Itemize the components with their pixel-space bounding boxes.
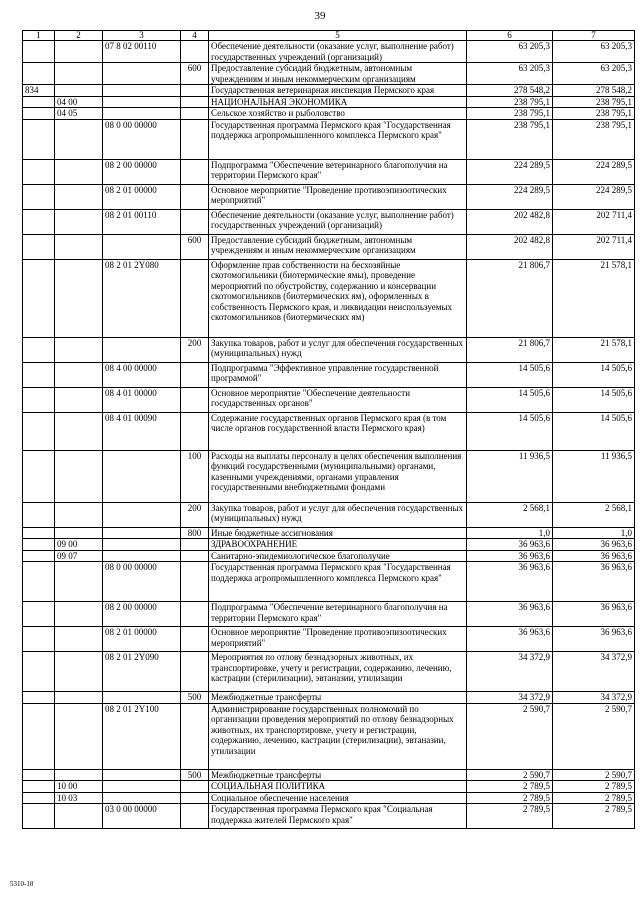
expense-type-code xyxy=(181,550,209,562)
amount-col-6: 238 795,1 xyxy=(467,96,553,108)
expense-type-code: 100 xyxy=(181,450,209,502)
amount-col-6: 36 963,6 xyxy=(467,562,553,602)
section-code xyxy=(55,627,103,652)
header-col-6: 6 xyxy=(467,31,553,41)
ministry-code xyxy=(23,781,55,793)
table-header-row xyxy=(23,31,635,41)
table-row xyxy=(23,412,635,450)
amount-col-6: 36 963,6 xyxy=(467,602,553,627)
expense-type-code xyxy=(181,412,209,450)
target-article-code: 08 4 00 00000 xyxy=(103,362,181,387)
row-description: Основное мероприятие "Проведение противоэпизоотических мероприятий" xyxy=(209,627,467,652)
table-row xyxy=(23,602,635,627)
section-code xyxy=(55,527,103,539)
amount-col-6: 2 568,1 xyxy=(467,502,553,527)
target-article-code: 08 2 01 2Y080 xyxy=(103,259,181,337)
section-code xyxy=(55,502,103,527)
ministry-code xyxy=(23,792,55,804)
amount-col-6: 238 795,1 xyxy=(467,108,553,120)
section-code: 10 00 xyxy=(55,781,103,793)
expense-type-code xyxy=(181,387,209,412)
row-description: Основное мероприятие "Обеспечение деятельности государственных органов" xyxy=(209,387,467,412)
expense-type-code xyxy=(181,362,209,387)
table-row xyxy=(23,781,635,793)
expense-type-code: 600 xyxy=(181,234,209,259)
expense-type-code: 600 xyxy=(181,63,209,85)
ministry-code xyxy=(23,450,55,502)
amount-col-6: 14 505,6 xyxy=(467,412,553,450)
target-article-code xyxy=(103,63,181,85)
target-article-code xyxy=(103,769,181,781)
expense-type-code: 800 xyxy=(181,527,209,539)
amount-col-6: 224 289,5 xyxy=(467,159,553,184)
row-description: Государственная программа Пермского края "Государственная поддержка агропромышленного комплекса Пермского края" xyxy=(209,562,467,602)
row-description: Санитарно-эпидемиологическое благополучие xyxy=(209,550,467,562)
header-col-2: 2 xyxy=(55,31,103,41)
expense-type-code xyxy=(181,703,209,769)
table-row xyxy=(23,96,635,108)
section-code xyxy=(55,119,103,159)
amount-col-6: 14 505,6 xyxy=(467,387,553,412)
table-row xyxy=(23,562,635,602)
amount-col-7: 36 963,6 xyxy=(553,539,635,551)
ministry-code xyxy=(23,119,55,159)
amount-col-7: 238 795,1 xyxy=(553,119,635,159)
header-col-1: 1 xyxy=(23,31,55,41)
row-description: Государственная программа Пермского края "Государственная поддержка агропромышленного комплекса Пермского края" xyxy=(209,119,467,159)
row-description: ЗДРАВООХРАНЕНИЕ xyxy=(209,539,467,551)
table-row xyxy=(23,209,635,234)
amount-col-6: 2 590,7 xyxy=(467,703,553,769)
target-article-code: 08 2 00 00000 xyxy=(103,602,181,627)
ministry-code xyxy=(23,259,55,337)
row-description: Расходы на выплаты персоналу в целях обеспечения выполнения функций государственными (муниципальными) органами, казенными учреждениями, органами управления государственными внебюджетными фондами xyxy=(209,450,467,502)
expense-type-code xyxy=(181,539,209,551)
target-article-code: 08 0 00 00000 xyxy=(103,562,181,602)
amount-col-7: 224 289,5 xyxy=(553,184,635,209)
expense-type-code: 200 xyxy=(181,502,209,527)
table-row xyxy=(23,692,635,704)
amount-col-6: 21 806,7 xyxy=(467,337,553,362)
amount-col-7: 14 505,6 xyxy=(553,412,635,450)
section-code xyxy=(55,602,103,627)
section-code: 09 07 xyxy=(55,550,103,562)
ministry-code xyxy=(23,63,55,85)
target-article-code xyxy=(103,539,181,551)
expense-type-code: 500 xyxy=(181,692,209,704)
section-code xyxy=(55,209,103,234)
ministry-code xyxy=(23,502,55,527)
row-description: Иные бюджетные ассигнования xyxy=(209,527,467,539)
ministry-code xyxy=(23,627,55,652)
section-code xyxy=(55,562,103,602)
amount-col-7: 2 789,5 xyxy=(553,792,635,804)
target-article-code: 08 2 01 00000 xyxy=(103,627,181,652)
section-code: 09 00 xyxy=(55,539,103,551)
ministry-code xyxy=(23,652,55,692)
amount-col-7: 63 205,3 xyxy=(553,63,635,85)
section-code: 10 03 xyxy=(55,792,103,804)
expense-type-code xyxy=(181,627,209,652)
amount-col-6: 278 548,2 xyxy=(467,85,553,97)
amount-col-6: 36 963,6 xyxy=(467,539,553,551)
table-row xyxy=(23,450,635,502)
amount-col-7: 2 590,7 xyxy=(553,769,635,781)
target-article-code: 08 2 01 2Y090 xyxy=(103,652,181,692)
row-description: СОЦИАЛЬНАЯ ПОЛИТИКА xyxy=(209,781,467,793)
row-description: Закупка товаров, работ и услуг для обеспечения государственных (муниципальных) нужд xyxy=(209,502,467,527)
section-code xyxy=(55,804,103,829)
table-row xyxy=(23,108,635,120)
table-row xyxy=(23,159,635,184)
target-article-code: 08 0 00 00000 xyxy=(103,119,181,159)
amount-col-6: 36 963,6 xyxy=(467,627,553,652)
ministry-code xyxy=(23,387,55,412)
table-row xyxy=(23,703,635,769)
table-row xyxy=(23,539,635,551)
target-article-code: 08 2 01 2Y100 xyxy=(103,703,181,769)
target-article-code xyxy=(103,234,181,259)
section-code xyxy=(55,337,103,362)
row-description: Подпрограмма "Обеспечение ветеринарного благополучия на территории Пермского края" xyxy=(209,159,467,184)
target-article-code xyxy=(103,792,181,804)
table-body xyxy=(23,41,635,829)
ministry-code xyxy=(23,412,55,450)
amount-col-7: 2 789,5 xyxy=(553,781,635,793)
expense-type-code xyxy=(181,119,209,159)
row-description: Содержание государственных органов Пермского края (в том числе органов государственной власти Пермского края) xyxy=(209,412,467,450)
section-code xyxy=(55,703,103,769)
amount-col-6: 2 789,5 xyxy=(467,804,553,829)
amount-col-7: 2 568,1 xyxy=(553,502,635,527)
amount-col-6: 1,0 xyxy=(467,527,553,539)
section-code xyxy=(55,41,103,63)
amount-col-6: 34 372,9 xyxy=(467,652,553,692)
section-code xyxy=(55,234,103,259)
amount-col-7: 238 795,1 xyxy=(553,96,635,108)
ministry-code xyxy=(23,362,55,387)
expense-type-code xyxy=(181,562,209,602)
amount-col-7: 34 372,9 xyxy=(553,692,635,704)
ministry-code xyxy=(23,602,55,627)
ministry-code xyxy=(23,804,55,829)
ministry-code: 834 xyxy=(23,85,55,97)
ministry-code xyxy=(23,184,55,209)
amount-col-6: 21 806,7 xyxy=(467,259,553,337)
target-article-code xyxy=(103,781,181,793)
ministry-code xyxy=(23,41,55,63)
footer-code: 5310-18 xyxy=(10,880,34,888)
expense-type-code xyxy=(181,804,209,829)
target-article-code xyxy=(103,550,181,562)
row-description: Подпрограмма "Обеспечение ветеринарного благополучия на территории Пермского края" xyxy=(209,602,467,627)
row-description: Межбюджетные трансферты xyxy=(209,769,467,781)
target-article-code: 08 2 00 00000 xyxy=(103,159,181,184)
section-code xyxy=(55,184,103,209)
section-code: 04 00 xyxy=(55,96,103,108)
table-row xyxy=(23,792,635,804)
row-description: НАЦИОНАЛЬНАЯ ЭКОНОМИКА xyxy=(209,96,467,108)
target-article-code: 07 8 02 00110 xyxy=(103,41,181,63)
table-row xyxy=(23,652,635,692)
expense-type-code xyxy=(181,209,209,234)
amount-col-6: 11 936,5 xyxy=(467,450,553,502)
row-description: Закупка товаров, работ и услуг для обеспечения государственных (муниципальных) нужд xyxy=(209,337,467,362)
amount-col-7: 21 578,1 xyxy=(553,337,635,362)
expense-type-code: 200 xyxy=(181,337,209,362)
row-description: Мероприятия по отлову безнадзорных животных, их транспортировке, учету и регистрации, содержанию, лечению, кастрации (стерилизации), эвтаназии, утилизации xyxy=(209,652,467,692)
amount-col-6: 224 289,5 xyxy=(467,184,553,209)
table-row xyxy=(23,184,635,209)
target-article-code: 08 2 01 00000 xyxy=(103,184,181,209)
expense-type-code xyxy=(181,602,209,627)
section-code xyxy=(55,692,103,704)
section-code xyxy=(55,450,103,502)
target-article-code: 08 2 01 00110 xyxy=(103,209,181,234)
amount-col-6: 63 205,3 xyxy=(467,63,553,85)
target-article-code xyxy=(103,108,181,120)
section-code xyxy=(55,63,103,85)
amount-col-6: 202 482,8 xyxy=(467,209,553,234)
row-description: Подпрограмма "Эффективное управление государственной программой" xyxy=(209,362,467,387)
table-row xyxy=(23,527,635,539)
row-description: Социальное обеспечение населения xyxy=(209,792,467,804)
header-col-5: 5 xyxy=(209,31,467,41)
target-article-code: 03 0 00 00000 xyxy=(103,804,181,829)
expense-type-code xyxy=(181,184,209,209)
target-article-code xyxy=(103,692,181,704)
ministry-code xyxy=(23,703,55,769)
amount-col-6: 2 789,5 xyxy=(467,781,553,793)
row-description: Государственная ветеринарная инспекция Пермского края xyxy=(209,85,467,97)
expense-type-code xyxy=(181,85,209,97)
table-row xyxy=(23,627,635,652)
ministry-code xyxy=(23,539,55,551)
ministry-code xyxy=(23,527,55,539)
expense-type-code xyxy=(181,259,209,337)
table-row xyxy=(23,259,635,337)
table-row xyxy=(23,337,635,362)
amount-col-7: 11 936,5 xyxy=(553,450,635,502)
amount-col-7: 14 505,6 xyxy=(553,387,635,412)
ministry-code xyxy=(23,337,55,362)
amount-col-7: 2 789,5 xyxy=(553,804,635,829)
row-description: Обеспечение деятельности (оказание услуг, выполнение работ) государственных учреждений (организаций) xyxy=(209,41,467,63)
budget-table xyxy=(22,30,635,829)
ministry-code xyxy=(23,234,55,259)
target-article-code xyxy=(103,450,181,502)
row-description: Основное мероприятие "Проведение противоэпизоотических мероприятий" xyxy=(209,184,467,209)
amount-col-7: 1,0 xyxy=(553,527,635,539)
amount-col-6: 202 482,8 xyxy=(467,234,553,259)
amount-col-7: 21 578,1 xyxy=(553,259,635,337)
section-code: 04 05 xyxy=(55,108,103,120)
expense-type-code xyxy=(181,781,209,793)
table-row xyxy=(23,502,635,527)
amount-col-6: 34 372,9 xyxy=(467,692,553,704)
ministry-code xyxy=(23,769,55,781)
ministry-code xyxy=(23,159,55,184)
header-col-4: 4 xyxy=(181,31,209,41)
section-code xyxy=(55,387,103,412)
row-description: Предоставление субсидий бюджетным, автономным учреждениям и иным некоммерческим организациям xyxy=(209,234,467,259)
section-code xyxy=(55,159,103,184)
amount-col-6: 238 795,1 xyxy=(467,119,553,159)
section-code xyxy=(55,652,103,692)
table-row xyxy=(23,119,635,159)
target-article-code: 08 4 01 00000 xyxy=(103,387,181,412)
row-description: Обеспечение деятельности (оказание услуг, выполнение работ) государственных учреждений (организаций) xyxy=(209,209,467,234)
amount-col-7: 238 795,1 xyxy=(553,108,635,120)
amount-col-7: 36 963,6 xyxy=(553,602,635,627)
header-col-3: 3 xyxy=(103,31,181,41)
table-row xyxy=(23,804,635,829)
ministry-code xyxy=(23,209,55,234)
section-code xyxy=(55,769,103,781)
amount-col-7: 14 505,6 xyxy=(553,362,635,387)
amount-col-7: 36 963,6 xyxy=(553,550,635,562)
header-col-7: 7 xyxy=(553,31,635,41)
amount-col-6: 14 505,6 xyxy=(467,362,553,387)
ministry-code xyxy=(23,96,55,108)
ministry-code xyxy=(23,550,55,562)
row-description: Государственная программа Пермского края "Социальная поддержка жителей Пермского края" xyxy=(209,804,467,829)
target-article-code xyxy=(103,337,181,362)
table-row xyxy=(23,769,635,781)
page-number: 39 xyxy=(314,10,326,22)
amount-col-7: 36 963,6 xyxy=(553,627,635,652)
amount-col-7: 278 548,2 xyxy=(553,85,635,97)
target-article-code xyxy=(103,96,181,108)
expense-type-code xyxy=(181,159,209,184)
table-row xyxy=(23,63,635,85)
table-row xyxy=(23,41,635,63)
table-row xyxy=(23,387,635,412)
amount-col-7: 36 963,6 xyxy=(553,562,635,602)
table-row xyxy=(23,550,635,562)
expense-type-code xyxy=(181,652,209,692)
section-code xyxy=(55,259,103,337)
expense-type-code xyxy=(181,41,209,63)
amount-col-6: 36 963,6 xyxy=(467,550,553,562)
amount-col-6: 2 590,7 xyxy=(467,769,553,781)
amount-col-7: 34 372,9 xyxy=(553,652,635,692)
section-code xyxy=(55,412,103,450)
row-description: Межбюджетные трансферты xyxy=(209,692,467,704)
section-code xyxy=(55,362,103,387)
expense-type-code xyxy=(181,108,209,120)
table-row xyxy=(23,85,635,97)
section-code xyxy=(55,85,103,97)
amount-col-7: 202 711,4 xyxy=(553,209,635,234)
target-article-code xyxy=(103,85,181,97)
row-description: Сельское хозяйство и рыболовство xyxy=(209,108,467,120)
table-row xyxy=(23,362,635,387)
target-article-code xyxy=(103,502,181,527)
ministry-code xyxy=(23,562,55,602)
target-article-code xyxy=(103,527,181,539)
ministry-code xyxy=(23,692,55,704)
row-description: Оформление прав собственности на бесхозяйные скотомогильники (биотермические ямы), проведение мероприятий по обустройству, содержанию и консервации скотомогильников (биотермических ям), оформленных в собственность Пермского края, и ликвидации неиспользуемых скотомогильников (биотермических ям) xyxy=(209,259,467,337)
expense-type-code xyxy=(181,96,209,108)
amount-col-7: 63 205,3 xyxy=(553,41,635,63)
amount-col-6: 63 205,3 xyxy=(467,41,553,63)
expense-type-code: 500 xyxy=(181,769,209,781)
amount-col-7: 202 711,4 xyxy=(553,234,635,259)
amount-col-7: 2 590,7 xyxy=(553,703,635,769)
row-description: Администрирование государственных полномочий по организации проведения мероприятий по отлову безнадзорных животных, их транспортировке, учету и регистрации, содержанию, лечению, кастрации (стерилизации), эвтаназии, утилизации xyxy=(209,703,467,769)
row-description: Предоставление субсидий бюджетным, автономным учреждениям и иным некоммерческим организациям xyxy=(209,63,467,85)
target-article-code: 08 4 01 00090 xyxy=(103,412,181,450)
ministry-code xyxy=(23,108,55,120)
table-row xyxy=(23,234,635,259)
amount-col-7: 224 289,5 xyxy=(553,159,635,184)
expense-type-code xyxy=(181,792,209,804)
amount-col-6: 2 789,5 xyxy=(467,792,553,804)
